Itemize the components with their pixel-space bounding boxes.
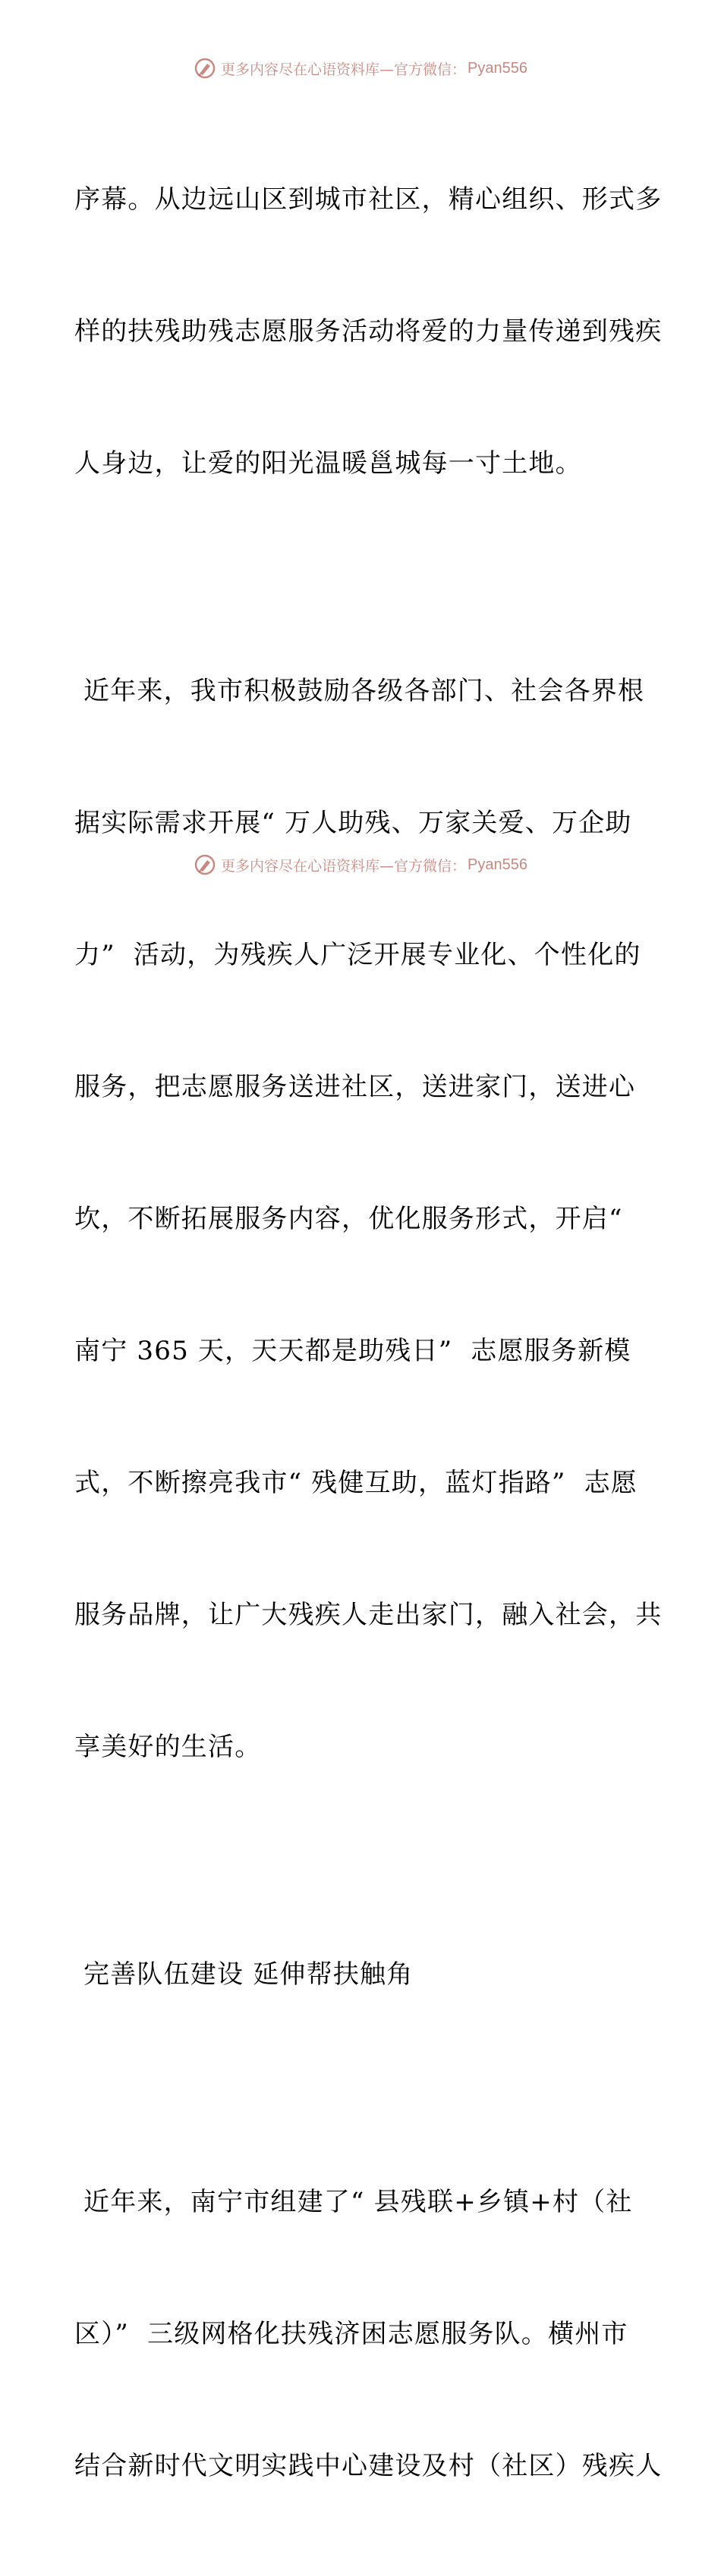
text-line: 南宁 365 天，天天都是助残日” 志愿服务新模	[74, 1336, 631, 1366]
section-heading	[74, 1864, 647, 2084]
watermark-text: 更多内容尽在心语资料库—官方微信：	[221, 857, 467, 875]
paragraph-team-building	[74, 2092, 663, 2576]
text-line: 服务，把志愿服务送进社区，送进家门，送进心	[74, 1072, 636, 1102]
text-line: 结合新时代文明实践中心建设及村（社区）残疾人	[74, 2451, 663, 2481]
text-line: 人身边，让爱的阳光温暖邕城每一寸土地。	[74, 448, 582, 479]
pen-logo-icon	[194, 57, 216, 80]
text-line: 式，不断擦亮我市“ 残健互助，蓝灯指路” 志愿	[74, 1468, 638, 1498]
text-line: 享美好的生活。	[74, 1732, 262, 1762]
document-body	[74, 90, 663, 2576]
text-line: 近年来，南宁市组建了“ 县残联+乡镇+村（社	[74, 2187, 633, 2217]
text-line: 近年来，我市积极鼓励各级各部门、社会各界根	[74, 676, 645, 706]
text-line: 力” 活动，为残疾人广泛开展专业化、个性化的	[74, 940, 641, 970]
watermark-wechat-id: Pyan556	[468, 856, 527, 873]
text-line: 坎，不断拓展服务内容，优化服务形式，开启“	[74, 1204, 623, 1234]
text-line: 据实际需求开展“ 万人助残、万家关爱、万企助	[74, 808, 632, 838]
text-line: 序幕。从边远山区到城市社区，精心组织、形式多	[74, 184, 663, 215]
text-line: 服务品牌，让广大残疾人走出家门，融入社会，共	[74, 1600, 663, 1630]
pen-logo-icon	[194, 853, 216, 876]
watermark-wechat-id: Pyan556	[468, 59, 527, 77]
text-line: 样的扶残助残志愿服务活动将爱的力量传递到残疾	[74, 316, 663, 347]
footer-watermark	[0, 850, 721, 880]
paragraph-recent-years	[74, 581, 663, 1857]
heading-line: 完善队伍建设 延伸帮扶触角	[74, 1959, 414, 1990]
text-line: 区）” 三级网格化扶残济困志愿服务队。横州市	[74, 2319, 628, 2349]
paragraph-intro-continuation	[74, 90, 663, 573]
header-watermark	[0, 53, 721, 83]
watermark-text: 更多内容尽在心语资料库—官方微信：	[221, 61, 467, 78]
